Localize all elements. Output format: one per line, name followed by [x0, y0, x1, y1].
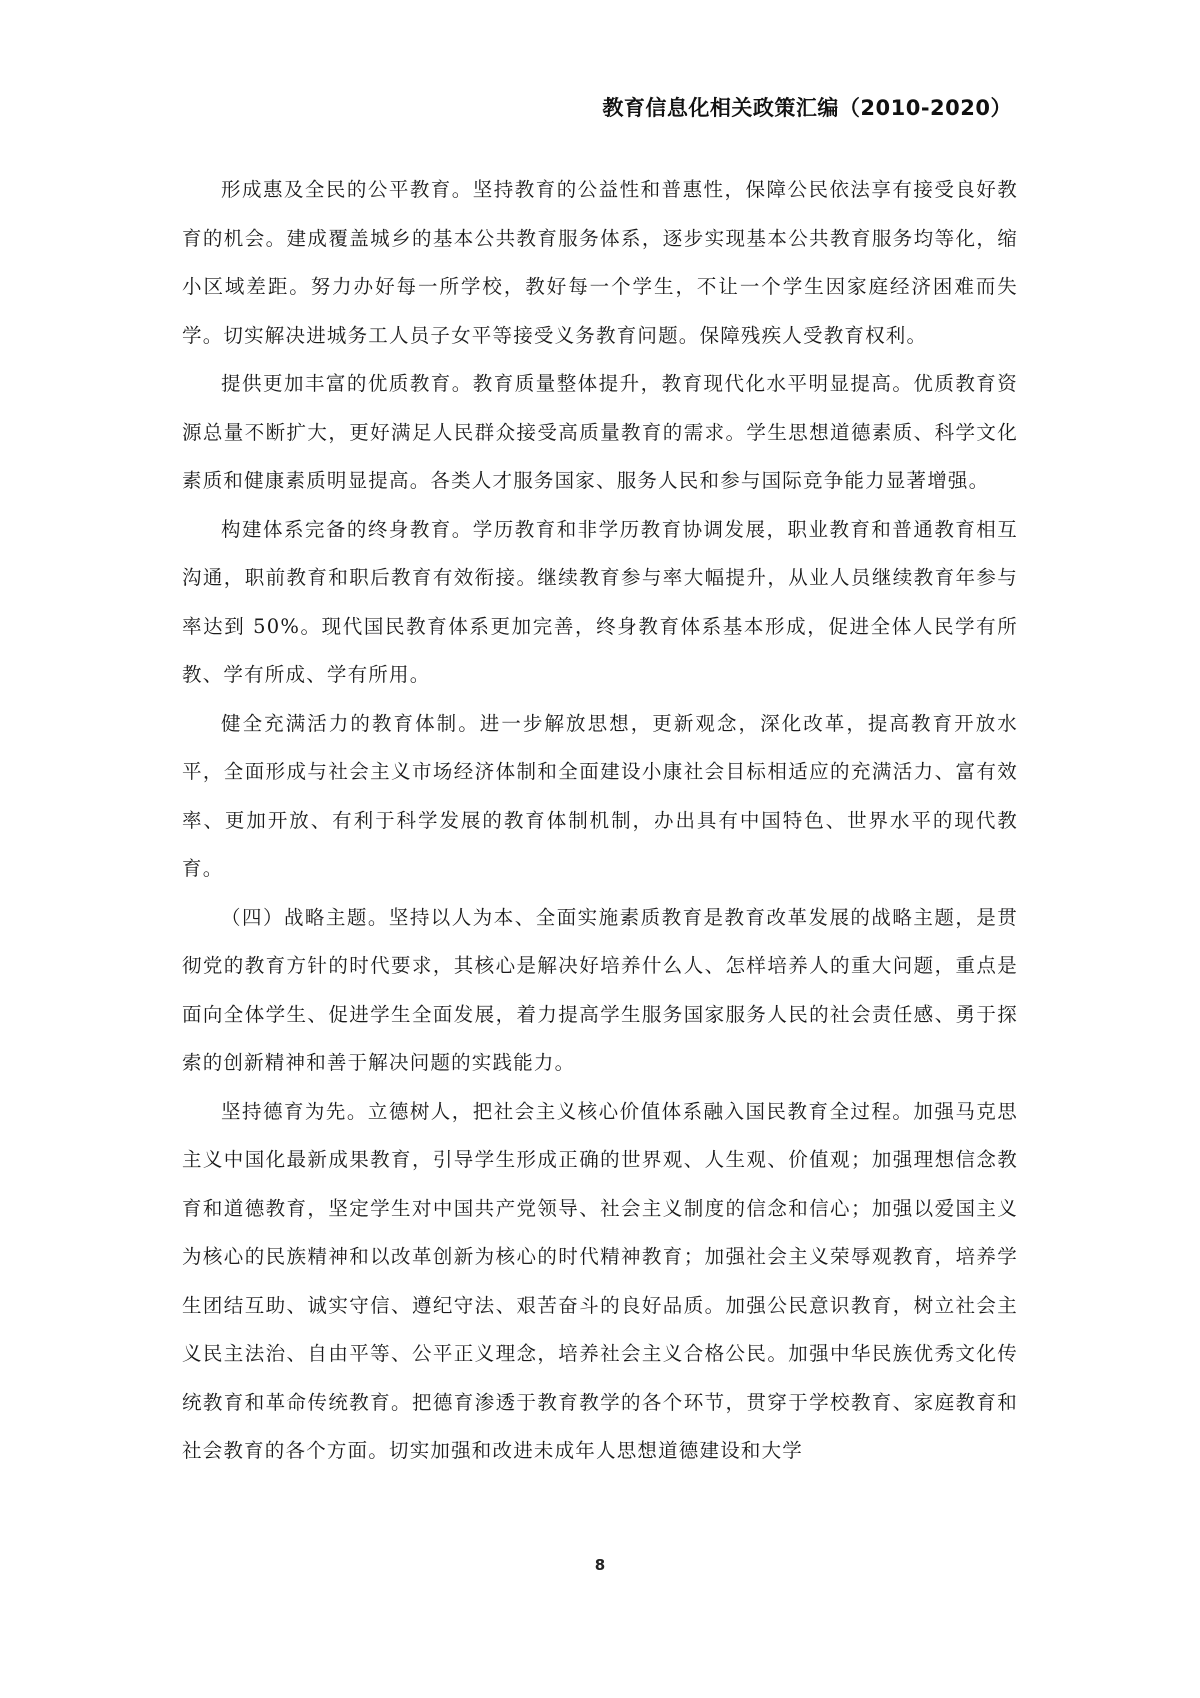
paragraph-lifelong-education: 构建体系完备的终身教育。学历教育和非学历教育协调发展，职业教育和普通教育相互沟通，职前教育和职后教育有效衔接。继续教育参与率大幅提升，从业人员继续教育年参与率达到 50%。现代国民教育体系更加完善，终身教育体系基本形成，促进全体人民学有所教、学有所成、学有所用。	[182, 517, 1018, 686]
running-header: 教育信息化相关政策汇编（2010-2020）	[602, 96, 1012, 120]
page-number: 8	[594, 1556, 606, 1574]
paragraph-moral-education: 坚持德育为先。立德树人，把社会主义核心价值体系融入国民教育全过程。加强马克思主义中国化最新成果教育，引导学生形成正确的世界观、人生观、价值观；加强理想信念教育和道德教育，坚定学生对中国共产党领导、社会主义制度的信念和信心；加强以爱国主义为核心的民族精神和以改革创新为核心的时代精神教育；加强社会主义荣辱观教育，培养学生团结互助、诚实守信、遵纪守法、艰苦奋斗的良好品质。加强公民意识教育，树立社会主义民主法治、自由平等、公平正义理念，培养社会主义合格公民。加强中华民族优秀文化传统教育和革命传统教育。把德育渗透于教育教学的各个环节，贯穿于学校教育、家庭教育和社会教育的各个方面。切实加强和改进未成年人思想道德建设和大学	[182, 1099, 1018, 1462]
paragraph-education-system: 健全充满活力的教育体制。进一步解放思想，更新观念，深化改革，提高教育开放水平，全面形成与社会主义市场经济体制和全面建设小康社会目标相适应的充满活力、富有效率、更加开放、有利于科学发展的教育体制机制，办出具有中国特色、世界水平的现代教育。	[182, 711, 1018, 880]
paragraph-fair-education: 形成惠及全民的公平教育。坚持教育的公益性和普惠性，保障公民依法享有接受良好教育的机会。建成覆盖城乡的基本公共教育服务体系，逐步实现基本公共教育服务均等化，缩小区域差距。努力办好每一所学校，教好每一个学生，不让一个学生因家庭经济困难而失学。切实解决进城务工人员子女平等接受义务教育问题。保障残疾人受教育权利。	[182, 178, 1018, 347]
paragraph-strategic-theme: （四）战略主题。坚持以人为本、全面实施素质教育是教育改革发展的战略主题，是贯彻党的教育方针的时代要求，其核心是解决好培养什么人、怎样培养人的重大问题，重点是面向全体学生、促进学生全面发展，着力提高学生服务国家服务人民的社会责任感、勇于探索的创新精神和善于解决问题的实践能力。	[182, 905, 1018, 1074]
paragraph-quality-education: 提供更加丰富的优质教育。教育质量整体提升，教育现代化水平明显提高。优质教育资源总量不断扩大，更好满足人民群众接受高质量教育的需求。学生思想道德素质、科学文化素质和健康素质明显提高。各类人才服务国家、服务人民和参与国际竞争能力显著增强。	[182, 372, 1018, 492]
body-text	[182, 166, 1018, 1476]
